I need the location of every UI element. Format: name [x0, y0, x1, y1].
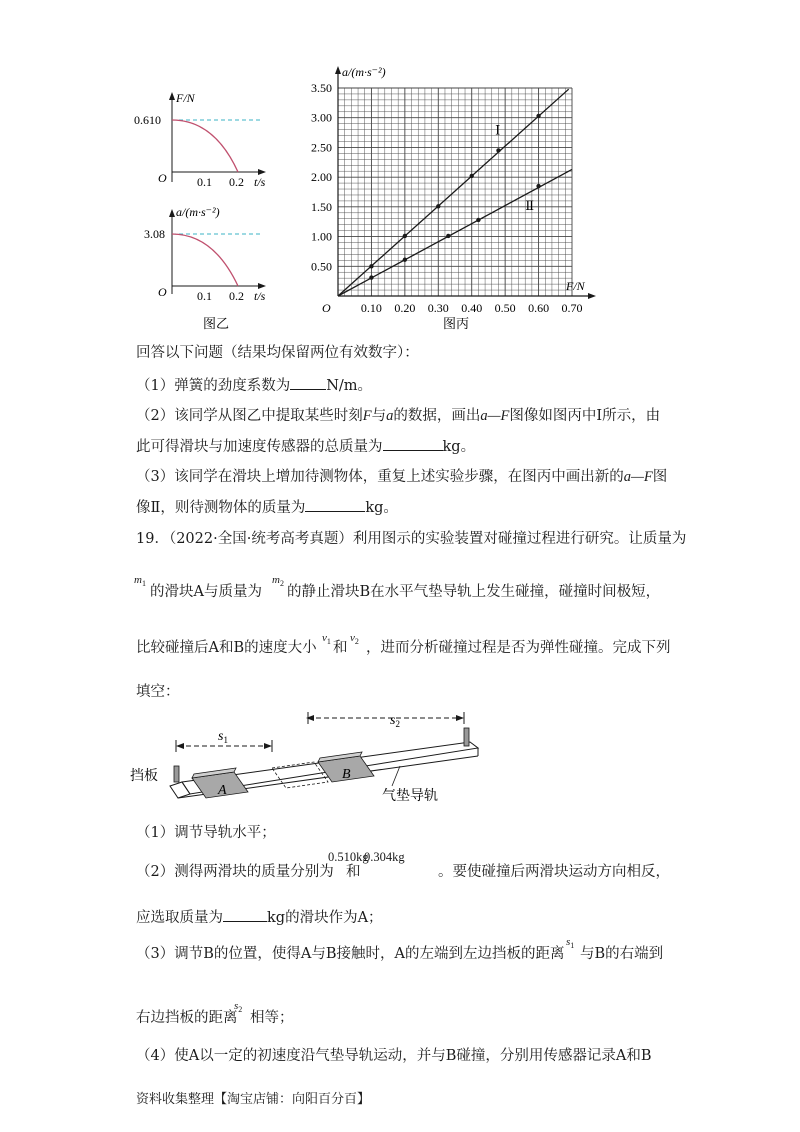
- symbol-m1: $m_1$: [134, 574, 146, 589]
- graph-a-t-curve: [172, 234, 238, 286]
- chart-origin: O: [322, 301, 331, 315]
- series-point-1: [369, 264, 373, 268]
- series-point-2: [536, 184, 540, 188]
- slider-b-label: B: [342, 767, 351, 782]
- graph-f-t: [134, 91, 266, 189]
- symbol-m2: $m_2$: [272, 574, 284, 589]
- figure-bing: [300, 60, 600, 338]
- answer-blank-3[interactable]: [305, 497, 365, 512]
- series-point-1: [536, 114, 540, 118]
- s2-label: $s_2$: [390, 713, 400, 729]
- x-tick-label: 0.70: [561, 301, 583, 315]
- symbol-s1: $s_1$: [566, 936, 575, 951]
- x-tick-label: 0.40: [461, 301, 483, 315]
- step-4: （4）使A以一定的初速度沿气垫导轨运动，并与B碰撞，分别用传感器记录A和B: [136, 1048, 652, 1064]
- series-point-1: [470, 174, 474, 178]
- q1-unit: N/m。: [326, 378, 373, 394]
- graph-a-t-origin: O: [158, 285, 167, 299]
- question-19-line3b: ，进而分析碰撞过程是否为弹性碰撞。完成下列: [366, 640, 671, 656]
- question-1: [136, 375, 372, 396]
- graph-a-t-ylabel: a/(m·s⁻²): [176, 205, 220, 219]
- chart-ylabel: a/(m·s⁻²): [342, 65, 386, 79]
- x-tick-label: 0.20: [394, 301, 416, 315]
- question-19-line1: 19．（2022·全国·统考高考真题）利用图示的实验装置对碰撞过程进行研究。让质量为: [136, 531, 687, 547]
- y-tick-label: 2.50: [311, 140, 332, 155]
- x-tick-label: 0.60: [528, 301, 550, 315]
- graph-f-t-xlabel: t/s: [254, 175, 266, 189]
- series-point-1: [496, 148, 500, 152]
- graph-a-t: [144, 205, 266, 303]
- q1-text: （1）弹簧的劲度系数为: [136, 378, 291, 394]
- question-19-line2a: 的滑块A与质量为: [150, 584, 262, 600]
- step-2-line1b: 。要使碰撞后两滑块运动方向相反，: [438, 864, 670, 880]
- step-2-and: 和: [346, 864, 361, 880]
- step-2-line1a: （2）测得两滑块的质量分别为: [136, 864, 334, 880]
- series-point-2: [369, 275, 373, 279]
- y-tick-label: 1.00: [311, 229, 332, 244]
- graph-a-t-xlabel: t/s: [254, 289, 266, 303]
- graph-f-t-ylabel: F/N: [176, 91, 195, 105]
- series-point-2: [476, 218, 480, 222]
- graph-a-t-tick2: 0.2: [229, 289, 244, 303]
- graph-f-t-origin: O: [158, 171, 167, 185]
- answer-blank-4[interactable]: [223, 907, 267, 922]
- x-axis-arrow: [588, 293, 596, 299]
- symbol-s2: $s_2$: [234, 1000, 243, 1015]
- graph-f-t-yarrow: [169, 92, 175, 100]
- series-point-1: [436, 204, 440, 208]
- graph-a-t-yarrow: [169, 209, 175, 217]
- answer-blank-2[interactable]: [383, 436, 443, 451]
- question-19-and: 和: [333, 640, 348, 656]
- chart-caption: 图丙: [443, 316, 470, 331]
- series-point-2: [403, 258, 407, 262]
- intro-text: 回答以下问题（结果均保留两位有效数字）：: [136, 345, 419, 361]
- rail-left-end: [170, 782, 190, 798]
- chart-series: [338, 89, 572, 296]
- step-2-line2: 应选取质量为 kg的滑块作为A；: [136, 907, 383, 928]
- question-19-line2b: 的静止滑块B在水平气垫导轨上发生碰撞，碰撞时间极短，: [287, 584, 661, 600]
- question-2-line1: （2）该同学从图乙中提取某些时刻F与a的数据，画出a—F图像如图丙中Ⅰ所示，由: [136, 408, 661, 424]
- graph-a-t-value: 3.08: [144, 227, 165, 241]
- step-3-line2b: 相等；: [250, 1010, 294, 1026]
- graph-f-t-tick2: 0.2: [229, 175, 244, 189]
- y-tick-label: 0.50: [311, 259, 332, 274]
- footer-source: 资料收集整理【淘宝店铺：向阳百分百】: [136, 1092, 371, 1107]
- graph-f-t-value: 0.610: [134, 113, 161, 127]
- figure-yi: [134, 82, 310, 337]
- symbol-v1: $v_1$: [322, 632, 331, 647]
- x-tick-label: 0.50: [494, 301, 516, 315]
- step-1: （1）调节导轨水平；: [136, 825, 276, 841]
- slider-a-label: A: [218, 783, 227, 798]
- x-tick-label: 0.30: [427, 301, 449, 315]
- x-tick-label: 0.10: [360, 301, 382, 315]
- step-3-line1b: 与B的右端到: [580, 946, 664, 962]
- y-axis-arrow: [335, 66, 341, 74]
- question-19-line3a: 比较碰撞后A和B的速度大小: [136, 640, 317, 656]
- mass-value-1: 0.510kg: [328, 850, 369, 864]
- question-19-line4: 填空：: [136, 684, 180, 700]
- series-point-2: [446, 234, 450, 238]
- y-tick-label: 1.50: [311, 199, 332, 214]
- left-baffle: [174, 766, 179, 782]
- step-3-line1a: （3）调节B的位置，使得A与B接触时，A的左端到左边挡板的距离: [136, 946, 565, 962]
- series-point-1: [403, 234, 407, 238]
- question-2-line2: 此可得滑块与加速度传感器的总质量为 kg。: [136, 436, 475, 457]
- y-tick-label: 3.00: [311, 110, 332, 125]
- answer-blank-1[interactable]: [290, 375, 326, 390]
- series-label-1: Ⅰ: [495, 122, 501, 138]
- question-3-line2: 像Ⅱ，则待测物体的质量为 kg。: [136, 497, 398, 518]
- series-label-2: Ⅱ: [525, 197, 535, 213]
- s1-label: $s_1$: [218, 729, 228, 745]
- baffle-label: 挡板: [130, 769, 158, 784]
- rail-label: 气垫导轨: [382, 789, 438, 804]
- apparatus-figure: [130, 710, 480, 810]
- symbol-v2: $v_2$: [350, 632, 359, 647]
- graph-f-t-curve: [172, 120, 238, 172]
- question-3-line1: （3）该同学在滑块上增加待测物体，重复上述实验步骤，在图丙中画出新的a—F图: [136, 469, 668, 485]
- y-tick-label: 3.50: [311, 81, 332, 95]
- graph-f-t-tick1: 0.1: [197, 175, 212, 189]
- step-3-line2a: 右边挡板的距离: [136, 1010, 238, 1026]
- mass-value-2: 0.304kg: [364, 850, 405, 864]
- figure-yi-caption: 图乙: [203, 316, 230, 331]
- y-tick-label: 2.00: [311, 170, 332, 185]
- right-baffle: [464, 728, 469, 746]
- chart-xlabel: F/N: [566, 279, 585, 293]
- graph-a-t-tick1: 0.1: [197, 289, 212, 303]
